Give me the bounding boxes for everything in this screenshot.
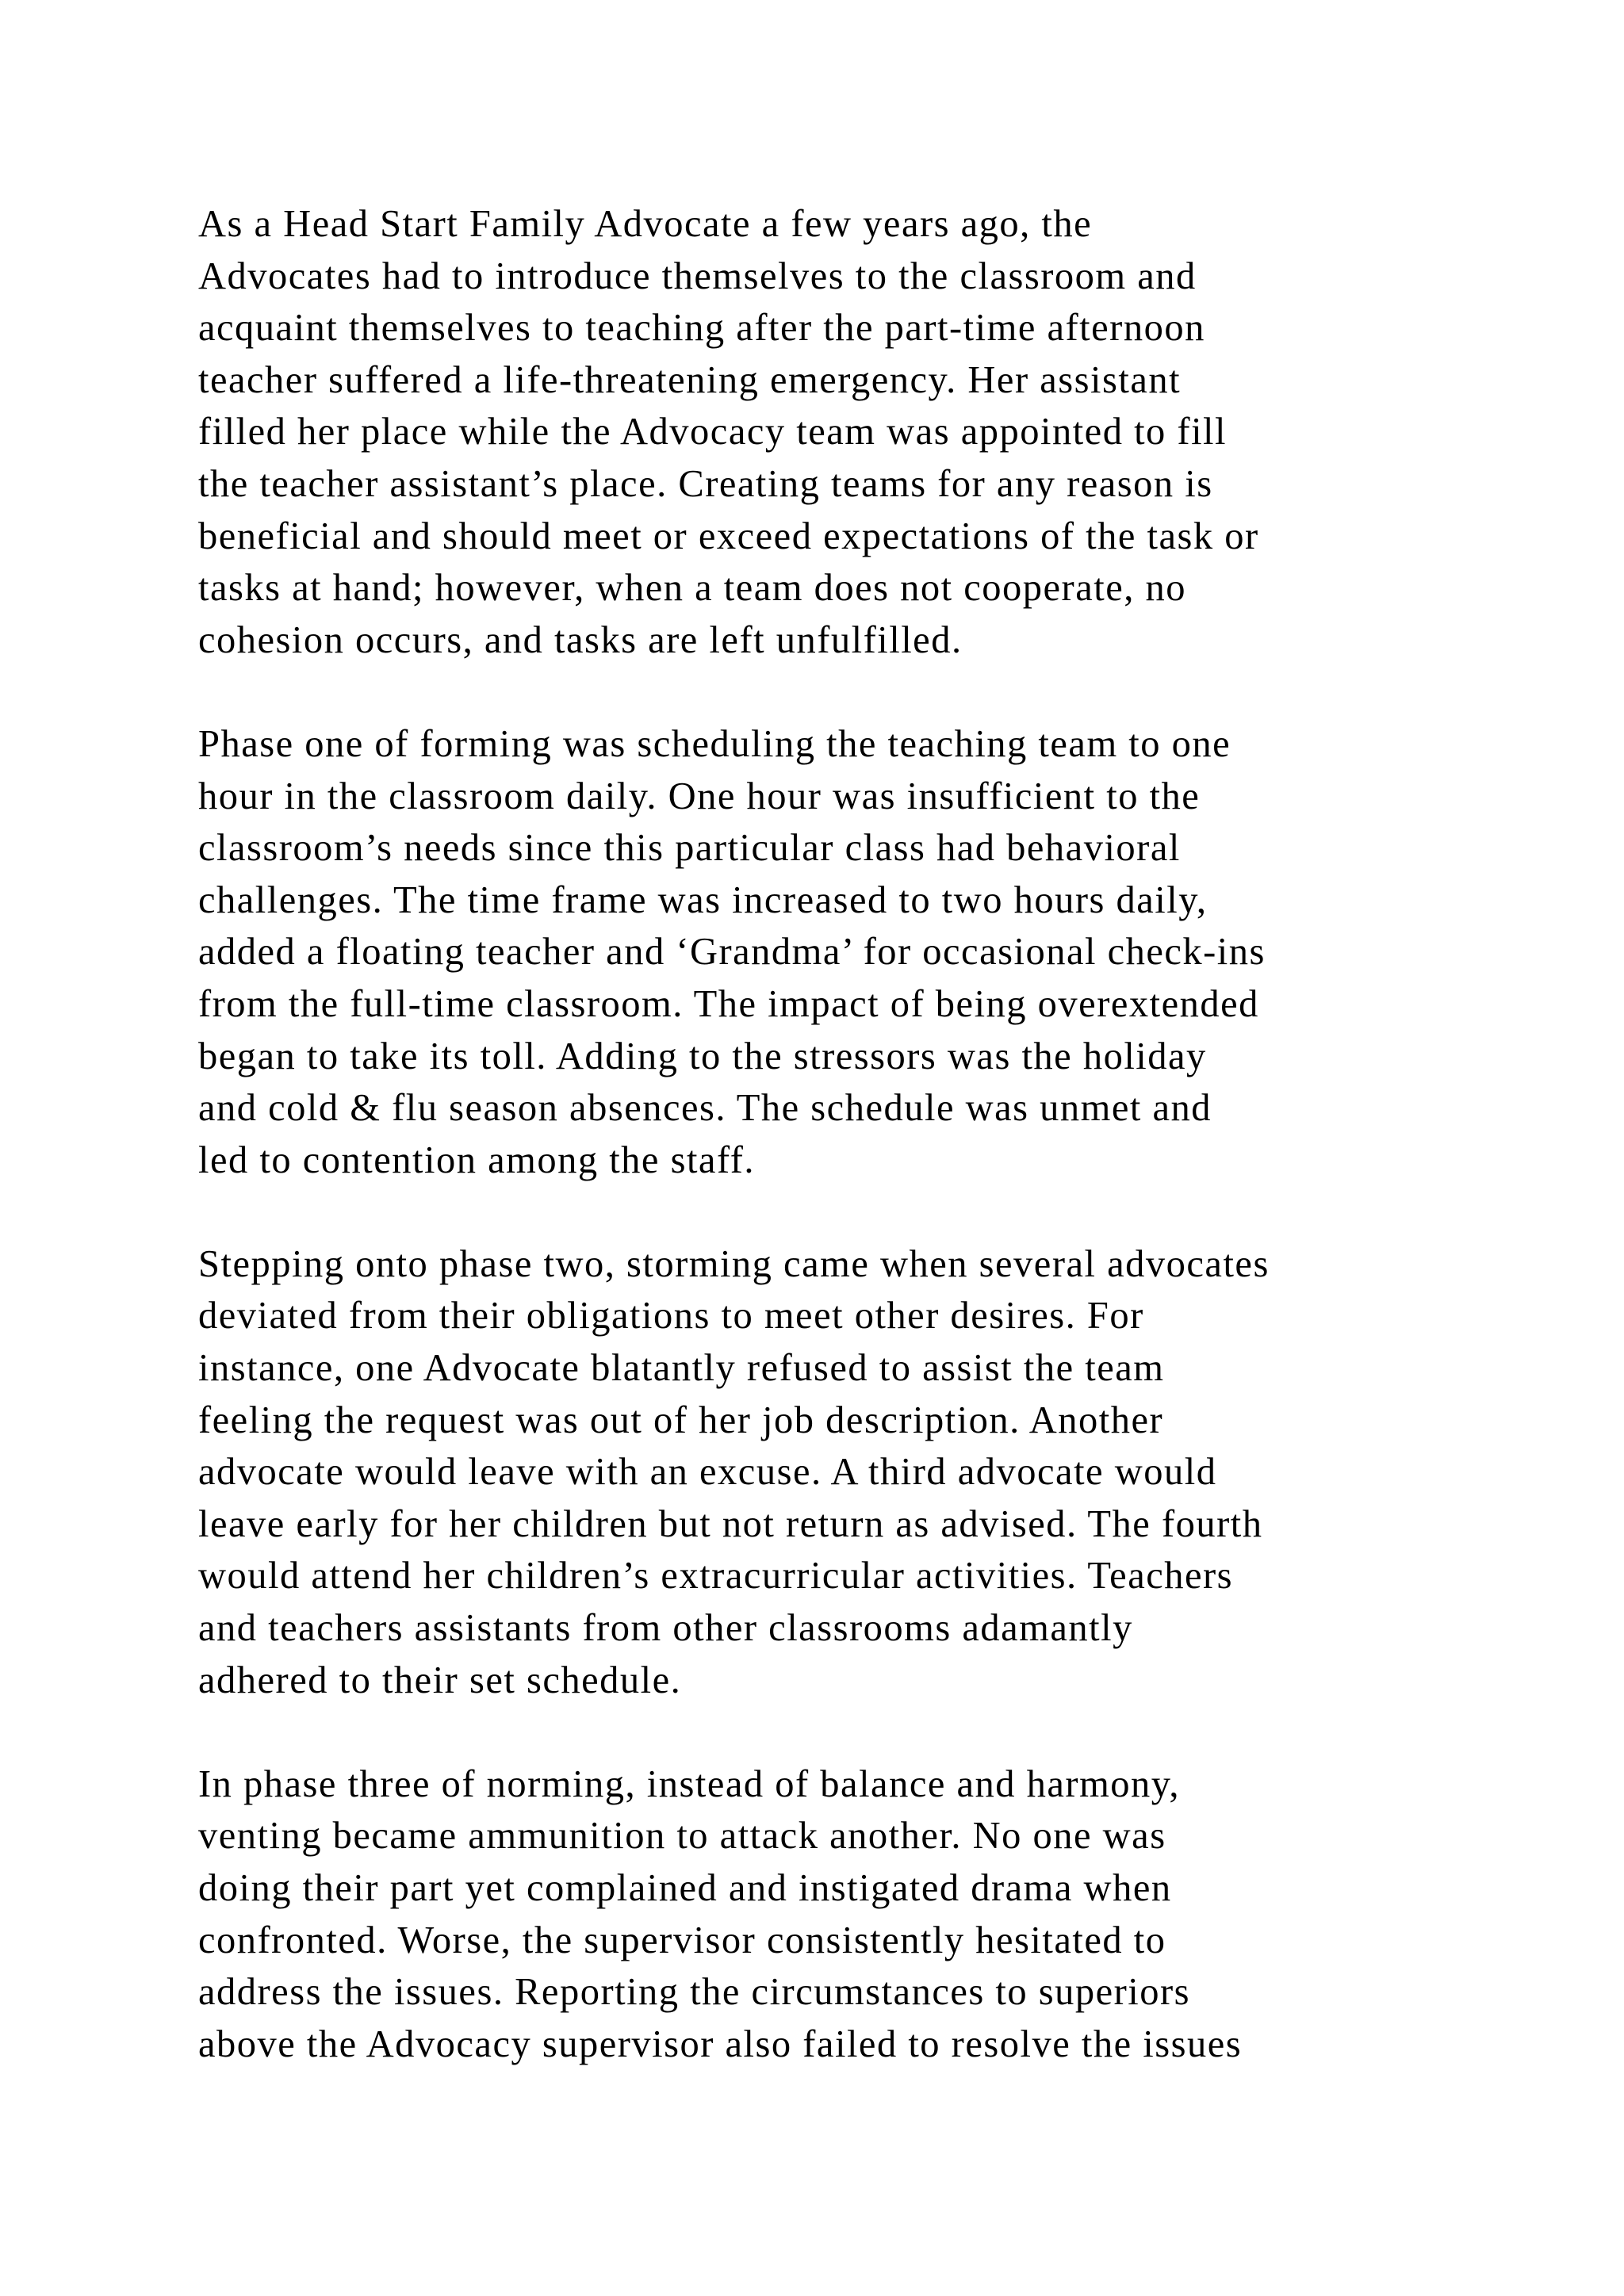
- text-line: confronted. Worse, the supervisor consistently hesitated to: [198, 1919, 1166, 1961]
- text-line: filled her place while the Advocacy team was appointed to fill: [198, 411, 1227, 453]
- paragraph-1: [198, 198, 1499, 666]
- text-line: adhered to their set schedule.: [198, 1659, 682, 1701]
- text-line: venting became ammunition to attack another. No one was: [198, 1815, 1166, 1858]
- text-line: leave early for her children but not return as advised. The fourth: [198, 1502, 1263, 1545]
- text-line: feeling the request was out of her job description. Another: [198, 1399, 1164, 1441]
- text-line: began to take its toll. Adding to the stressors was the holiday: [198, 1035, 1207, 1077]
- text-line: instance, one Advocate blatantly refused to assist the team: [198, 1347, 1165, 1390]
- text-line: above the Advocacy supervisor also failed to resolve the issues: [198, 2022, 1243, 2065]
- text-line: and teachers assistants from other classrooms adamantly: [198, 1607, 1133, 1650]
- text-line: As a Head Start Family Advocate a few years ago, the: [198, 203, 1093, 245]
- text-line: Stepping onto phase two, storming came when several advocates: [198, 1242, 1270, 1285]
- text-line: advocate would leave with an excuse. A third advocate would: [198, 1451, 1217, 1494]
- text-line: classroom’s needs since this particular class had behavioral: [198, 827, 1181, 870]
- text-line: tasks at hand; however, when a team does not cooperate, no: [198, 567, 1186, 610]
- text-line: and cold & flu season absences. The schedule was unmet and: [198, 1087, 1212, 1130]
- text-line: beneficial and should meet or exceed expectations of the task or: [198, 515, 1259, 557]
- paragraph-2: [198, 718, 1499, 1186]
- document-body: [198, 198, 1499, 2122]
- text-line: led to contention among the staff.: [198, 1138, 756, 1181]
- text-line: Phase one of forming was scheduling the teaching team to one: [198, 722, 1231, 765]
- text-line: doing their part yet complained and instigated drama when: [198, 1867, 1172, 1909]
- text-line: cohesion occurs, and tasks are left unfulfilled.: [198, 618, 963, 661]
- text-line: added a floating teacher and ‘Grandma’ for occasional check-ins: [198, 931, 1266, 974]
- text-line: deviated from their obligations to meet other desires. For: [198, 1295, 1144, 1337]
- text-line: from the full-time classroom. The impact of being overextended: [198, 982, 1259, 1025]
- text-line: challenges. The time frame was increased to two hours daily,: [198, 878, 1208, 921]
- text-line: Advocates had to introduce themselves to the classroom and: [198, 254, 1197, 297]
- text-line: would attend her children’s extracurricular activities. Teachers: [198, 1555, 1234, 1598]
- text-line: acquaint themselves to teaching after the part-time afternoon: [198, 307, 1205, 350]
- text-line: teacher suffered a life-threatening emergency. Her assistant: [198, 358, 1182, 401]
- text-line: address the issues. Reporting the circumstances to superiors: [198, 1971, 1191, 2014]
- text-line: In phase three of norming, instead of balance and harmony,: [198, 1762, 1181, 1805]
- paragraph-3: [198, 1238, 1499, 1706]
- paragraph-4: [198, 1758, 1499, 2071]
- text-line: the teacher assistant’s place. Creating teams for any reason is: [198, 462, 1213, 505]
- text-line: hour in the classroom daily. One hour was insufficient to the: [198, 775, 1201, 817]
